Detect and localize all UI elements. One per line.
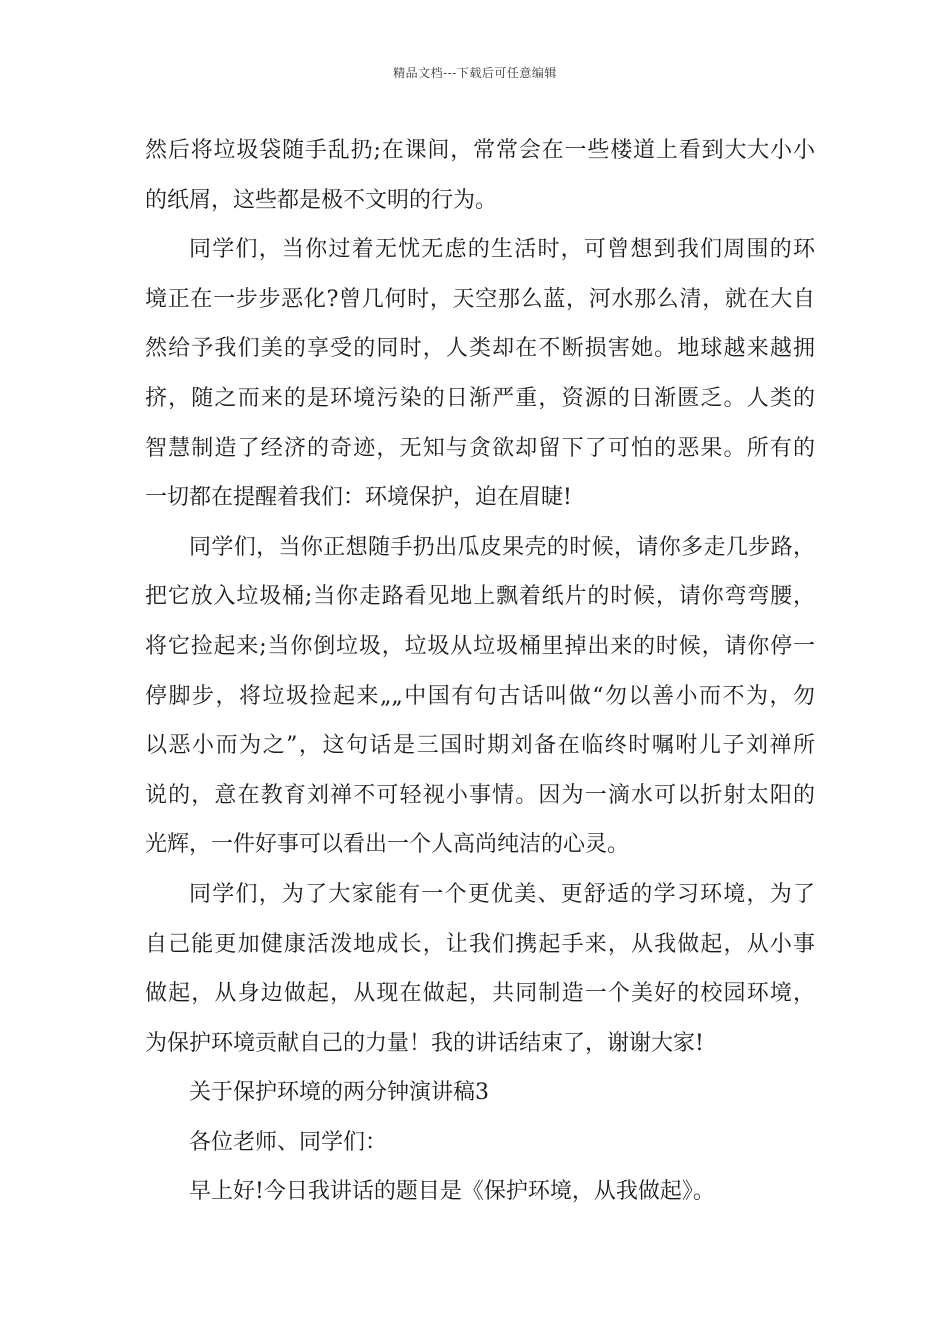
text-line: 同学们，为了大家能有一个更优美、更舒适的学习环境，为了 [189, 881, 815, 907]
text-line: 同学们，当你正想随手扔出瓜皮果壳的时候，请你多走几步路， [189, 534, 815, 560]
paragraph [145, 225, 815, 523]
text-line: 说的，意在教育刘禅不可轻视小事情。因为一滴水可以折射太阳的 [145, 782, 815, 808]
text-line: 然给予我们美的享受的同时，人类却在不断损害她。地球越来越拥 [145, 336, 815, 362]
text-line: 的纸屑，这些都是极不文明的行为。 [145, 187, 498, 213]
text-line: 把它放入垃圾桶;当你走路看见地上飘着纸片的时候，请你弯弯腰， [145, 584, 815, 610]
text-line: 将它捡起来;当你倒垃圾，垃圾从垃圾桶里掉出来的时候，请你停一 [145, 633, 815, 659]
paragraph [145, 126, 815, 225]
text-line: 为保护环境贡献自己的力量！我的讲话结束了，谢谢大家! [145, 1030, 704, 1056]
paragraph [145, 1167, 815, 1217]
text-line: 早上好!今日我讲话的题目是《保护环境，从我做起》。 [189, 1179, 715, 1205]
text-line: 智慧制造了经济的奇迹，无知与贪欲却留下了可怕的恶果。所有的 [145, 435, 815, 461]
text-line: 同学们，当你过着无忧无虑的生活时，可曾想到我们周围的环 [189, 237, 815, 263]
text-line: 关于保护环境的两分钟演讲稿3 [189, 1080, 489, 1106]
document-body [145, 126, 815, 1217]
text-line: 自己能更加健康活泼地成长，让我们携起手来，从我做起，从小事 [145, 931, 815, 957]
text-line: 然后将垃圾袋随手乱扔;在课间，常常会在一些楼道上看到大大小小 [145, 138, 815, 163]
page-header: 精品文档---下载后可任意编辑 [393, 66, 557, 80]
text-line: 以恶小而为之”，这句话是三国时期刘备在临终时嘱咐儿子刘禅所 [145, 733, 815, 759]
paragraph [145, 1118, 815, 1168]
text-line: 停脚步，将垃圾捡起来„„中国有句古话叫做“勿以善小而不为，勿 [145, 683, 815, 709]
paragraph [145, 870, 815, 1068]
text-line: 境正在一步步恶化?曾几何时，天空那么蓝，河水那么清，就在大自 [145, 286, 815, 312]
text-line: 挤，随之而来的是环境污染的日渐严重，资源的日渐匮乏。人类的 [145, 385, 815, 411]
paragraph [145, 1068, 815, 1118]
text-line: 一切都在提醒着我们：环境保护，迫在眉睫! [145, 485, 572, 511]
paragraph [145, 523, 815, 870]
text-line: 做起，从身边做起，从现在做起，共同制造一个美好的校园环境， [145, 981, 815, 1007]
text-line: 各位老师、同学们： [189, 1129, 388, 1155]
text-line: 光辉，一件好事可以看出一个人高尚纯洁的心灵。 [145, 832, 630, 858]
